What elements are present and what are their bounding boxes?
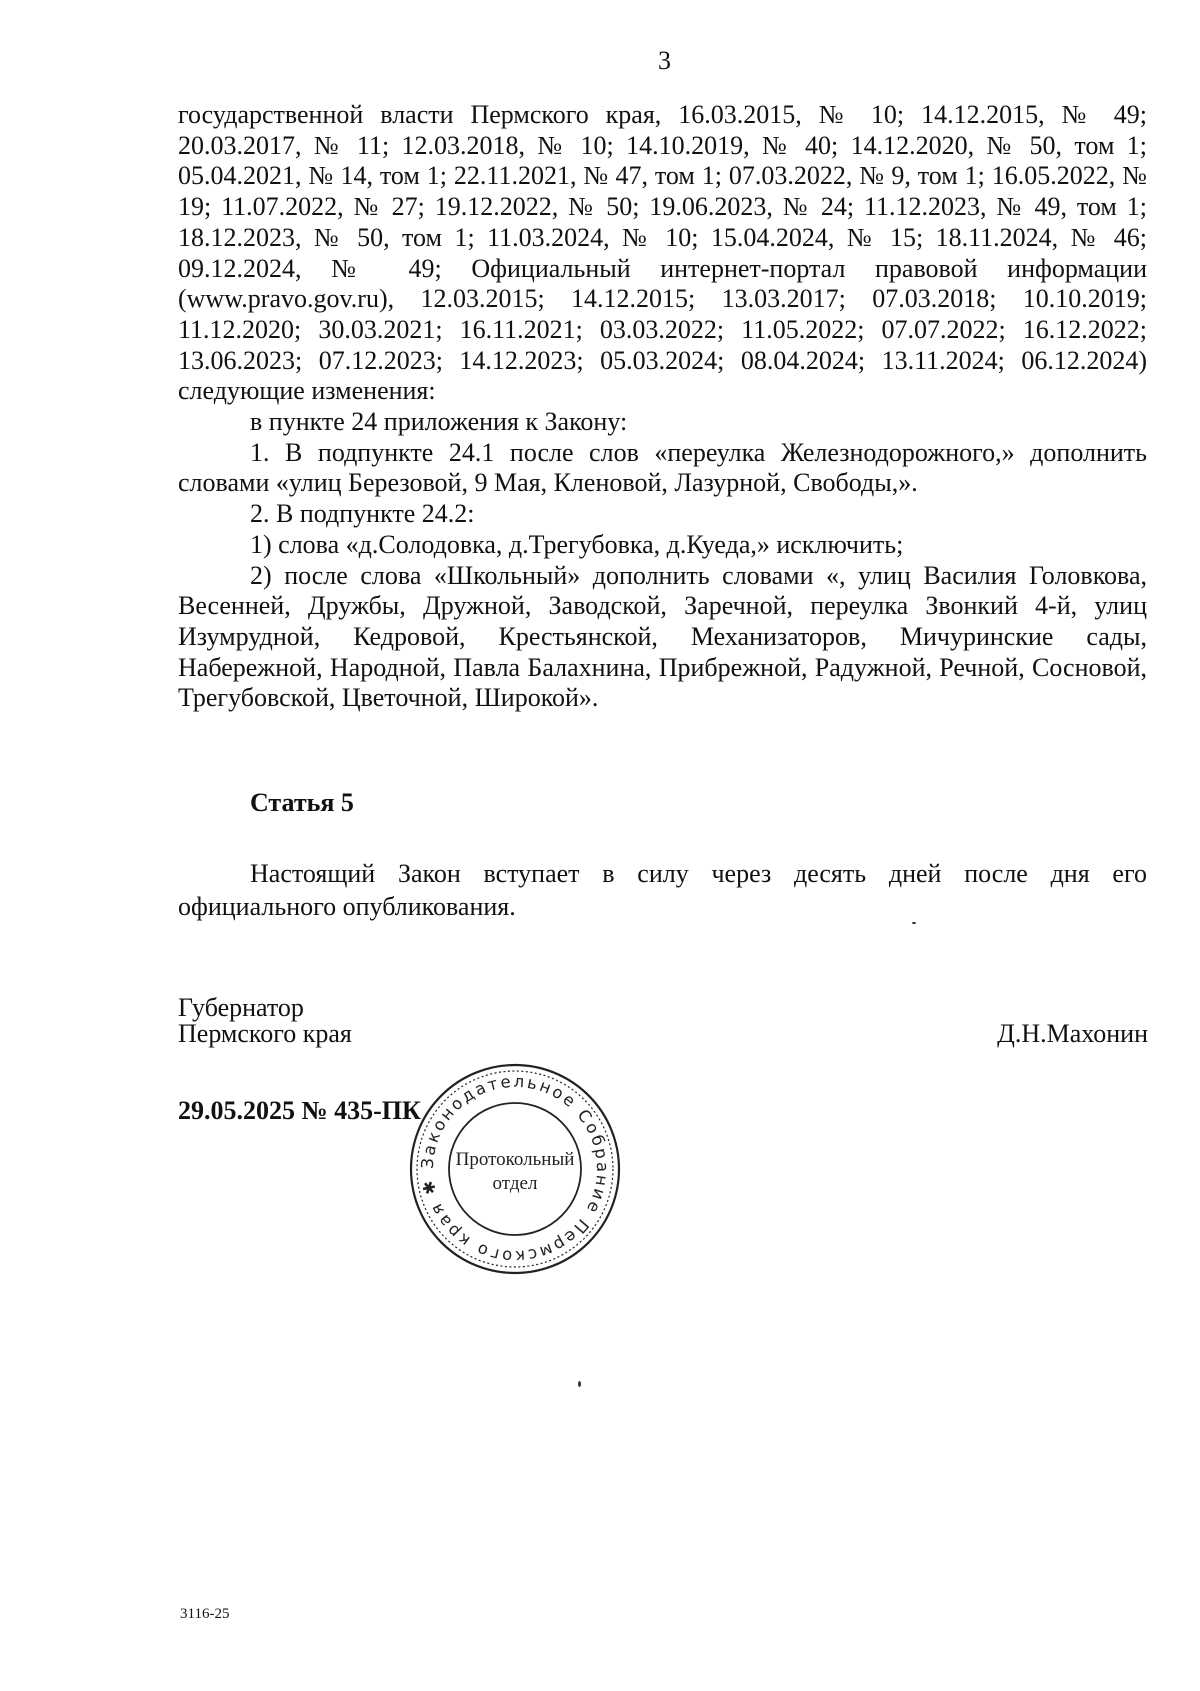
paragraph-item-2: 2) после слова «Школьный» дополнить словами «, улиц Василия Головкова, Весенней, Дружбы, Дружной, Заводской, Заречной, переулка Звонкий 4-й, улиц Изумрудной, Кедровой, Крестьянской, Механизаторов, Мичуринские сады, Набережной, Народной, Павла Балахнина, Прибрежной, Радужной, Речной, Сосновой, Трегубовской, Цветочной, Широкой». <box>178 560 1147 713</box>
paragraph-subpoint-24-1: 1. В подпункте 24.1 после слов «переулка Железнодорожного,» дополнить словами «улиц Березовой, 9 Мая, Кленовой, Лазурной, Свободы,». <box>178 437 1147 498</box>
amendment-text <box>178 100 1147 714</box>
signature-position-line1: Губернатор <box>178 993 304 1022</box>
official-stamp <box>403 1057 627 1281</box>
paragraph-point-24: в пункте 24 приложения к Закону: <box>250 407 628 437</box>
signer-name: Д.Н.Махонин <box>997 1019 1148 1048</box>
law-date-number: 29.05.2025 № 435-ПК <box>178 1096 421 1125</box>
stamp-ring-text: Законодательное Собрание Пермского края ✱ <box>417 1071 613 1267</box>
scan-speck <box>578 1381 581 1387</box>
paragraph-subpoint-24-2: 2. В подпункте 24.2: <box>250 499 475 529</box>
signature-block <box>178 995 352 1047</box>
signature-position-line2: Пермского края <box>178 1019 352 1048</box>
scan-speck <box>912 922 916 924</box>
stamp-center-line2: отдел <box>492 1173 538 1194</box>
stamp-center-line1: Протокольный <box>455 1149 575 1170</box>
page-number: 3 <box>658 46 671 75</box>
article-text: Настоящий Закон вступает в силу через десять дней после дня его официального опубликования. <box>178 859 1147 921</box>
article-heading: Статья 5 <box>250 788 354 817</box>
paragraph-publications: государственной власти Пермского края, 16.03.2015, № 10; 14.12.2015, № 49; 20.03.2017, № 11; 12.03.2018, № 10; 14.10.2019, № 40; 14.12.2020, № 50, том 1; 05.04.2021, № 14, том 1; 22.11.2021, № 47, том 1; 07.03.2022, № 9, том 1; 16.05.2022, № 19; 11.07.2022, № 27; 19.12.2022, № 50; 19.06.2023, № 24; 11.12.2023, № 49, том 1; 18.12.2023, № 50, том 1; 11.03.2024, № 10; 15.04.2024, № 15; 18.11.2024, № 46; 09.12.2024, № 49; Официальный интернет-портал правовой информации (www.pravo.gov.ru), 12.03.2015; 14.12.2015; 13.03.2017; 07.03.2018; 10.10.2019; 11.12.2020; 30.03.2021; 16.11.2021; 03.03.2022; 11.05.2022; 07.07.2022; 16.12.2022; 13.06.2023; 07.12.2023; 14.12.2023; 05.03.2024; 08.04.2024; 13.11.2024; 06.12.2024) следующие изменения: <box>178 100 1147 406</box>
document-code: 3116-25 <box>180 1606 230 1622</box>
paragraph-item-1: 1) слова «д.Солодовка, д.Трегубовка, д.Куеда,» исключить; <box>250 529 904 559</box>
